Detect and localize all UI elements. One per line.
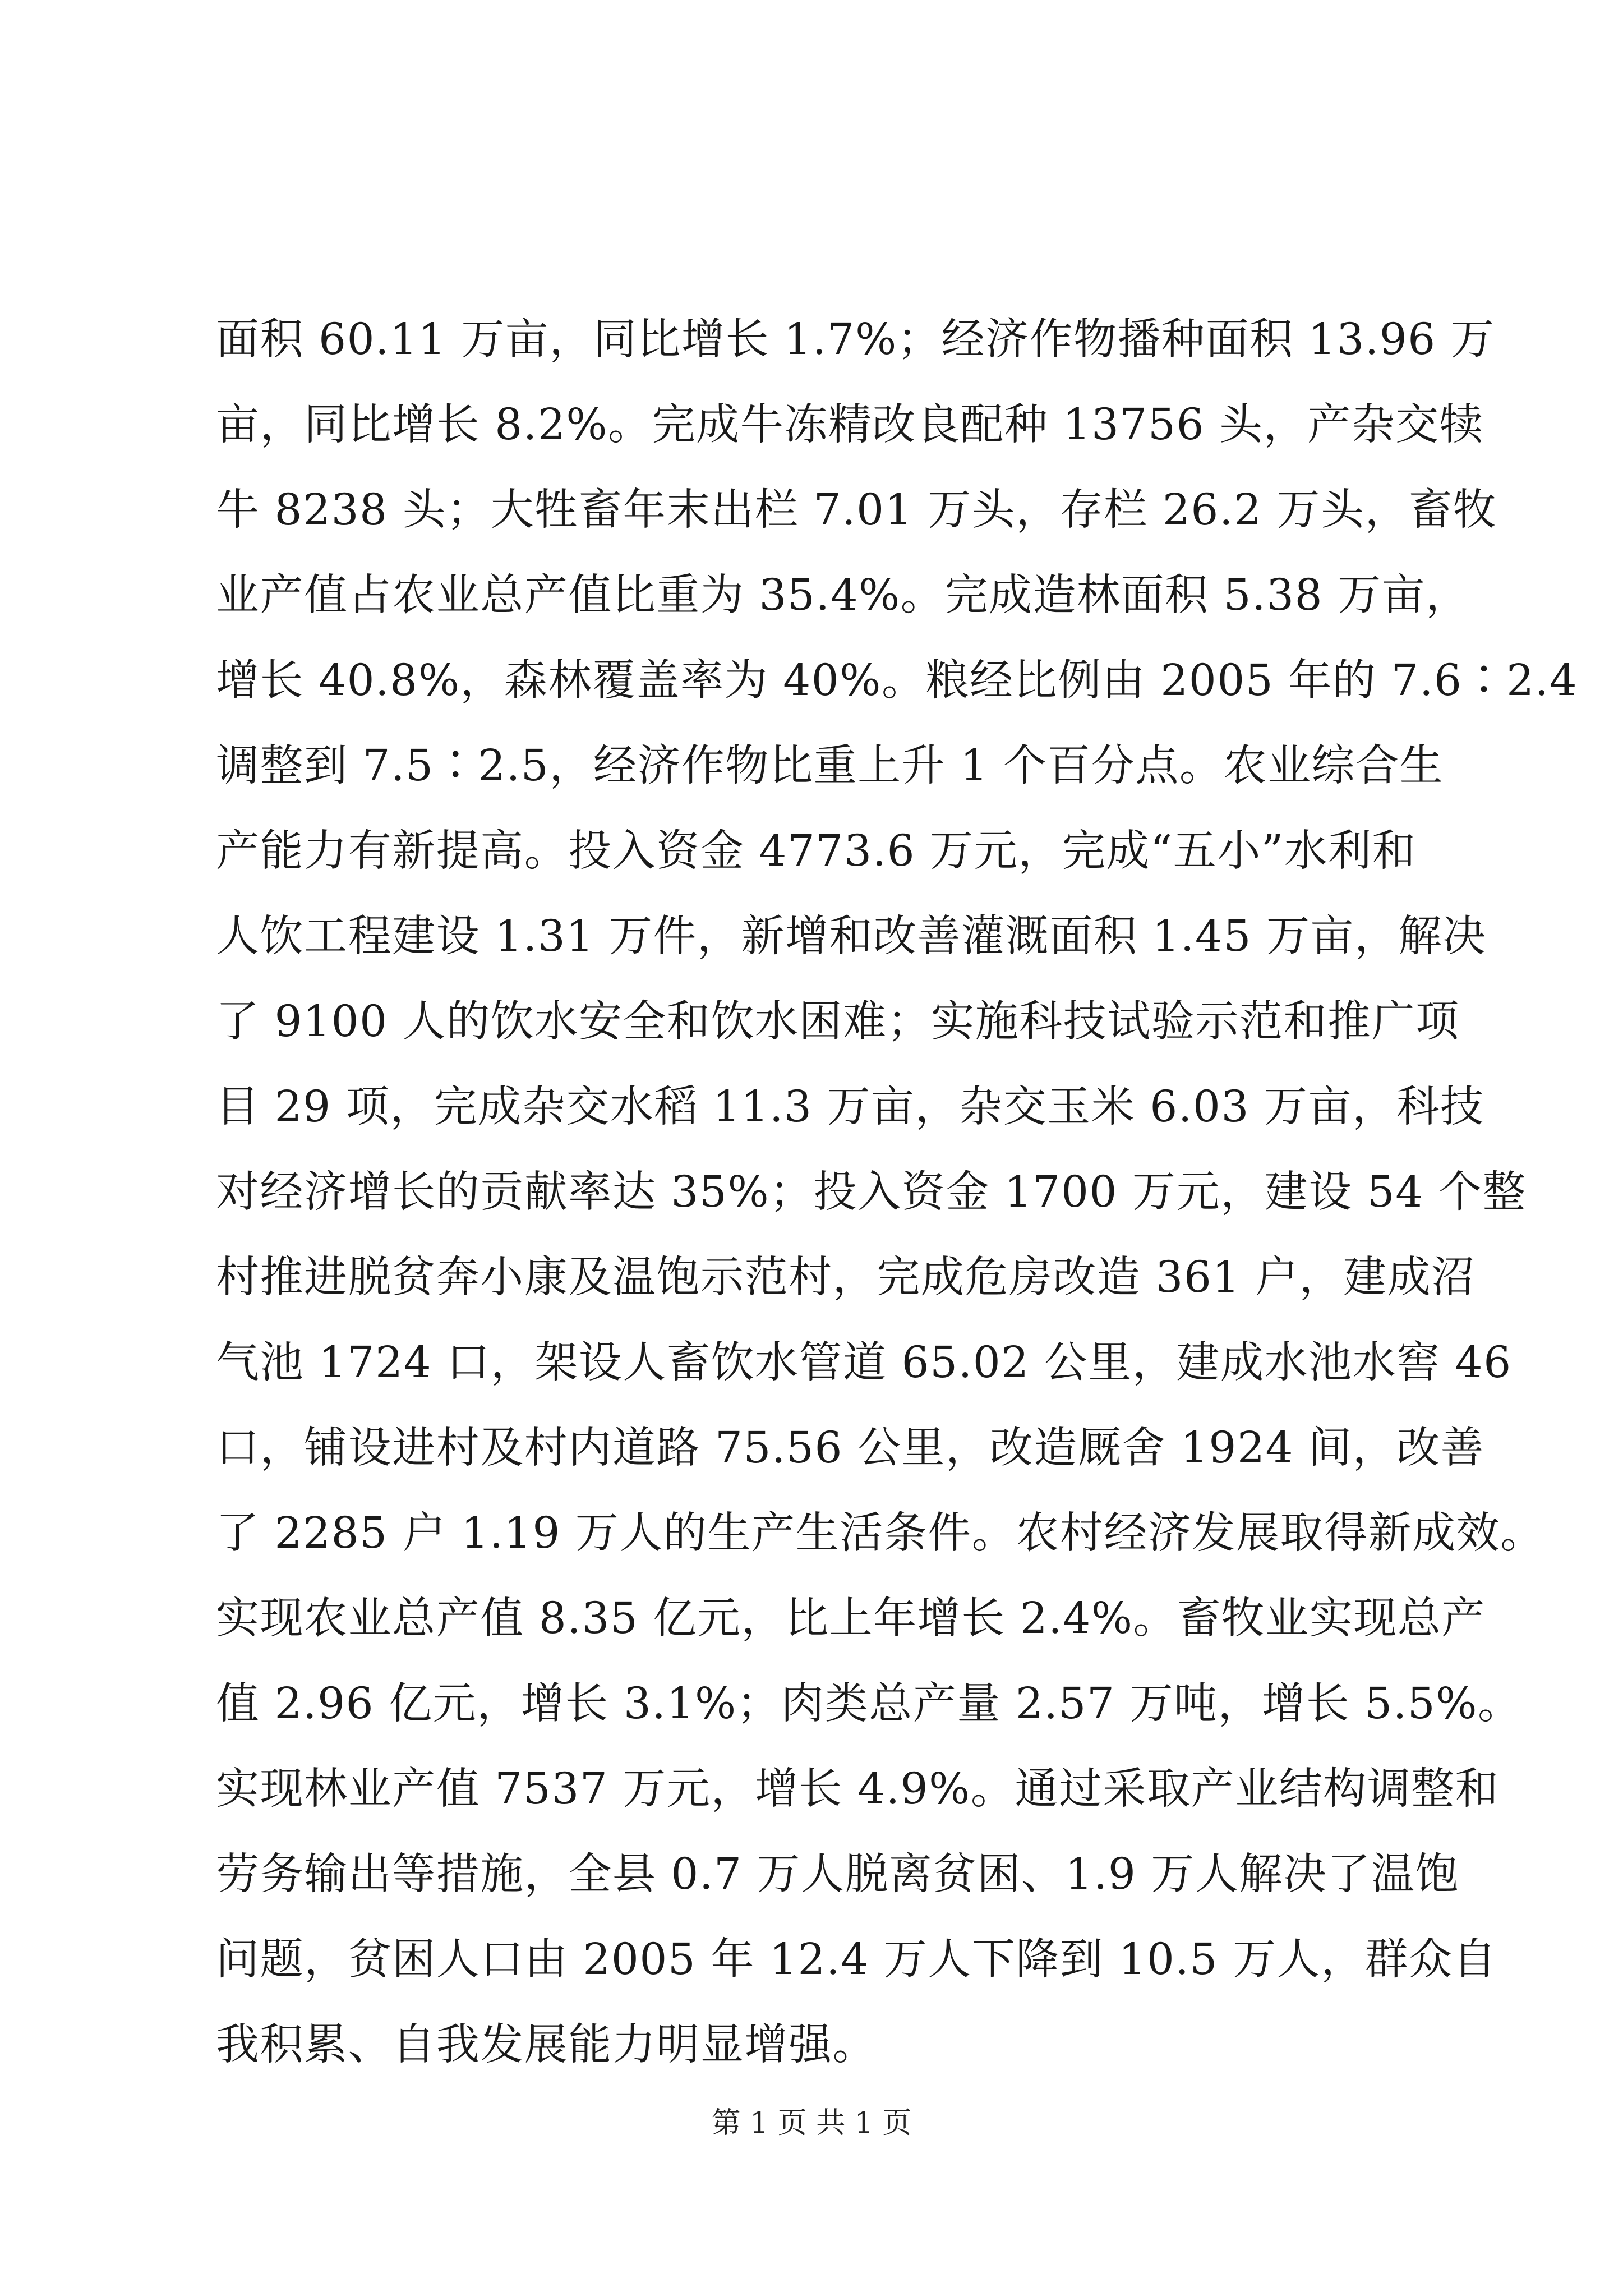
text-line: 增长 40.8%，森林覆盖率为 40%。粮经比例由 2005 年的 7.6∶2.4 bbox=[216, 656, 1578, 706]
text-line: 了 2285 户 1.19 万人的生产生活条件。农村经济发展取得新成效。 bbox=[216, 1508, 1544, 1558]
text-line: 亩，同比增长 8.2%。完成牛冻精改良配种 13756 头，产杂交犊 bbox=[216, 400, 1484, 450]
text-line: 调整到 7.5∶2.5，经济作物比重上升 1 个百分点。农业综合生 bbox=[216, 741, 1444, 791]
text-line: 牛 8238 头；大牲畜年末出栏 7.01 万头，存栏 26.2 万头，畜牧 bbox=[216, 485, 1497, 535]
text-line: 气池 1724 口，架设人畜饮水管道 65.02 公里，建成水池水窖 46 bbox=[216, 1338, 1512, 1388]
text-line: 对经济增长的贡献率达 35%；投入资金 1700 万元，建设 54 个整 bbox=[216, 1167, 1527, 1217]
text-line: 目 29 项，完成杂交水稻 11.3 万亩，杂交玉米 6.03 万亩，科技 bbox=[216, 1082, 1484, 1132]
text-line: 实现林业产值 7537 万元，增长 4.9%。通过采取产业结构调整和 bbox=[216, 1764, 1500, 1814]
text-line: 实现农业总产值 8.35 亿元，比上年增长 2.4%。畜牧业实现总产 bbox=[216, 1594, 1486, 1644]
text-line: 口，铺设进村及村内道路 75.56 公里，改造厩舍 1924 间，改善 bbox=[216, 1423, 1485, 1473]
text-line: 劳务输出等措施，全县 0.7 万人脱离贫困、1.9 万人解决了温饱 bbox=[216, 1849, 1460, 1899]
text-line: 面积 60.11 万亩，同比增长 1.7%；经济作物播种面积 13.96 万 bbox=[216, 315, 1495, 365]
text-line: 了 9100 人的饮水安全和饮水困难；实施科技试验示范和推广项 bbox=[216, 997, 1460, 1047]
text-line: 产能力有新提高。投入资金 4773.6 万元，完成“五小”水利和 bbox=[216, 826, 1417, 876]
text-line: 业产值占农业总产值比重为 35.4%。完成造林面积 5.38 万亩， bbox=[216, 570, 1470, 620]
text-line: 人饮工程建设 1.31 万件，新增和改善灌溉面积 1.45 万亩，解决 bbox=[216, 912, 1487, 961]
text-line: 值 2.96 亿元，增长 3.1%；肉类总产量 2.57 万吨，增长 5.5%。 bbox=[216, 1679, 1522, 1729]
page-number-footer: 第 1 页 共 1 页 bbox=[711, 2106, 912, 2140]
text-line: 问题，贫困人口由 2005 年 12.4 万人下降到 10.5 万人，群众自 bbox=[216, 1935, 1497, 1985]
text-line: 我积累、自我发展能力明显增强。 bbox=[216, 2020, 877, 2070]
text-line: 村推进脱贫奔小康及温饱示范村，完成危房改造 361 户，建成沼 bbox=[216, 1253, 1476, 1303]
body-paragraph bbox=[216, 297, 1578, 2088]
